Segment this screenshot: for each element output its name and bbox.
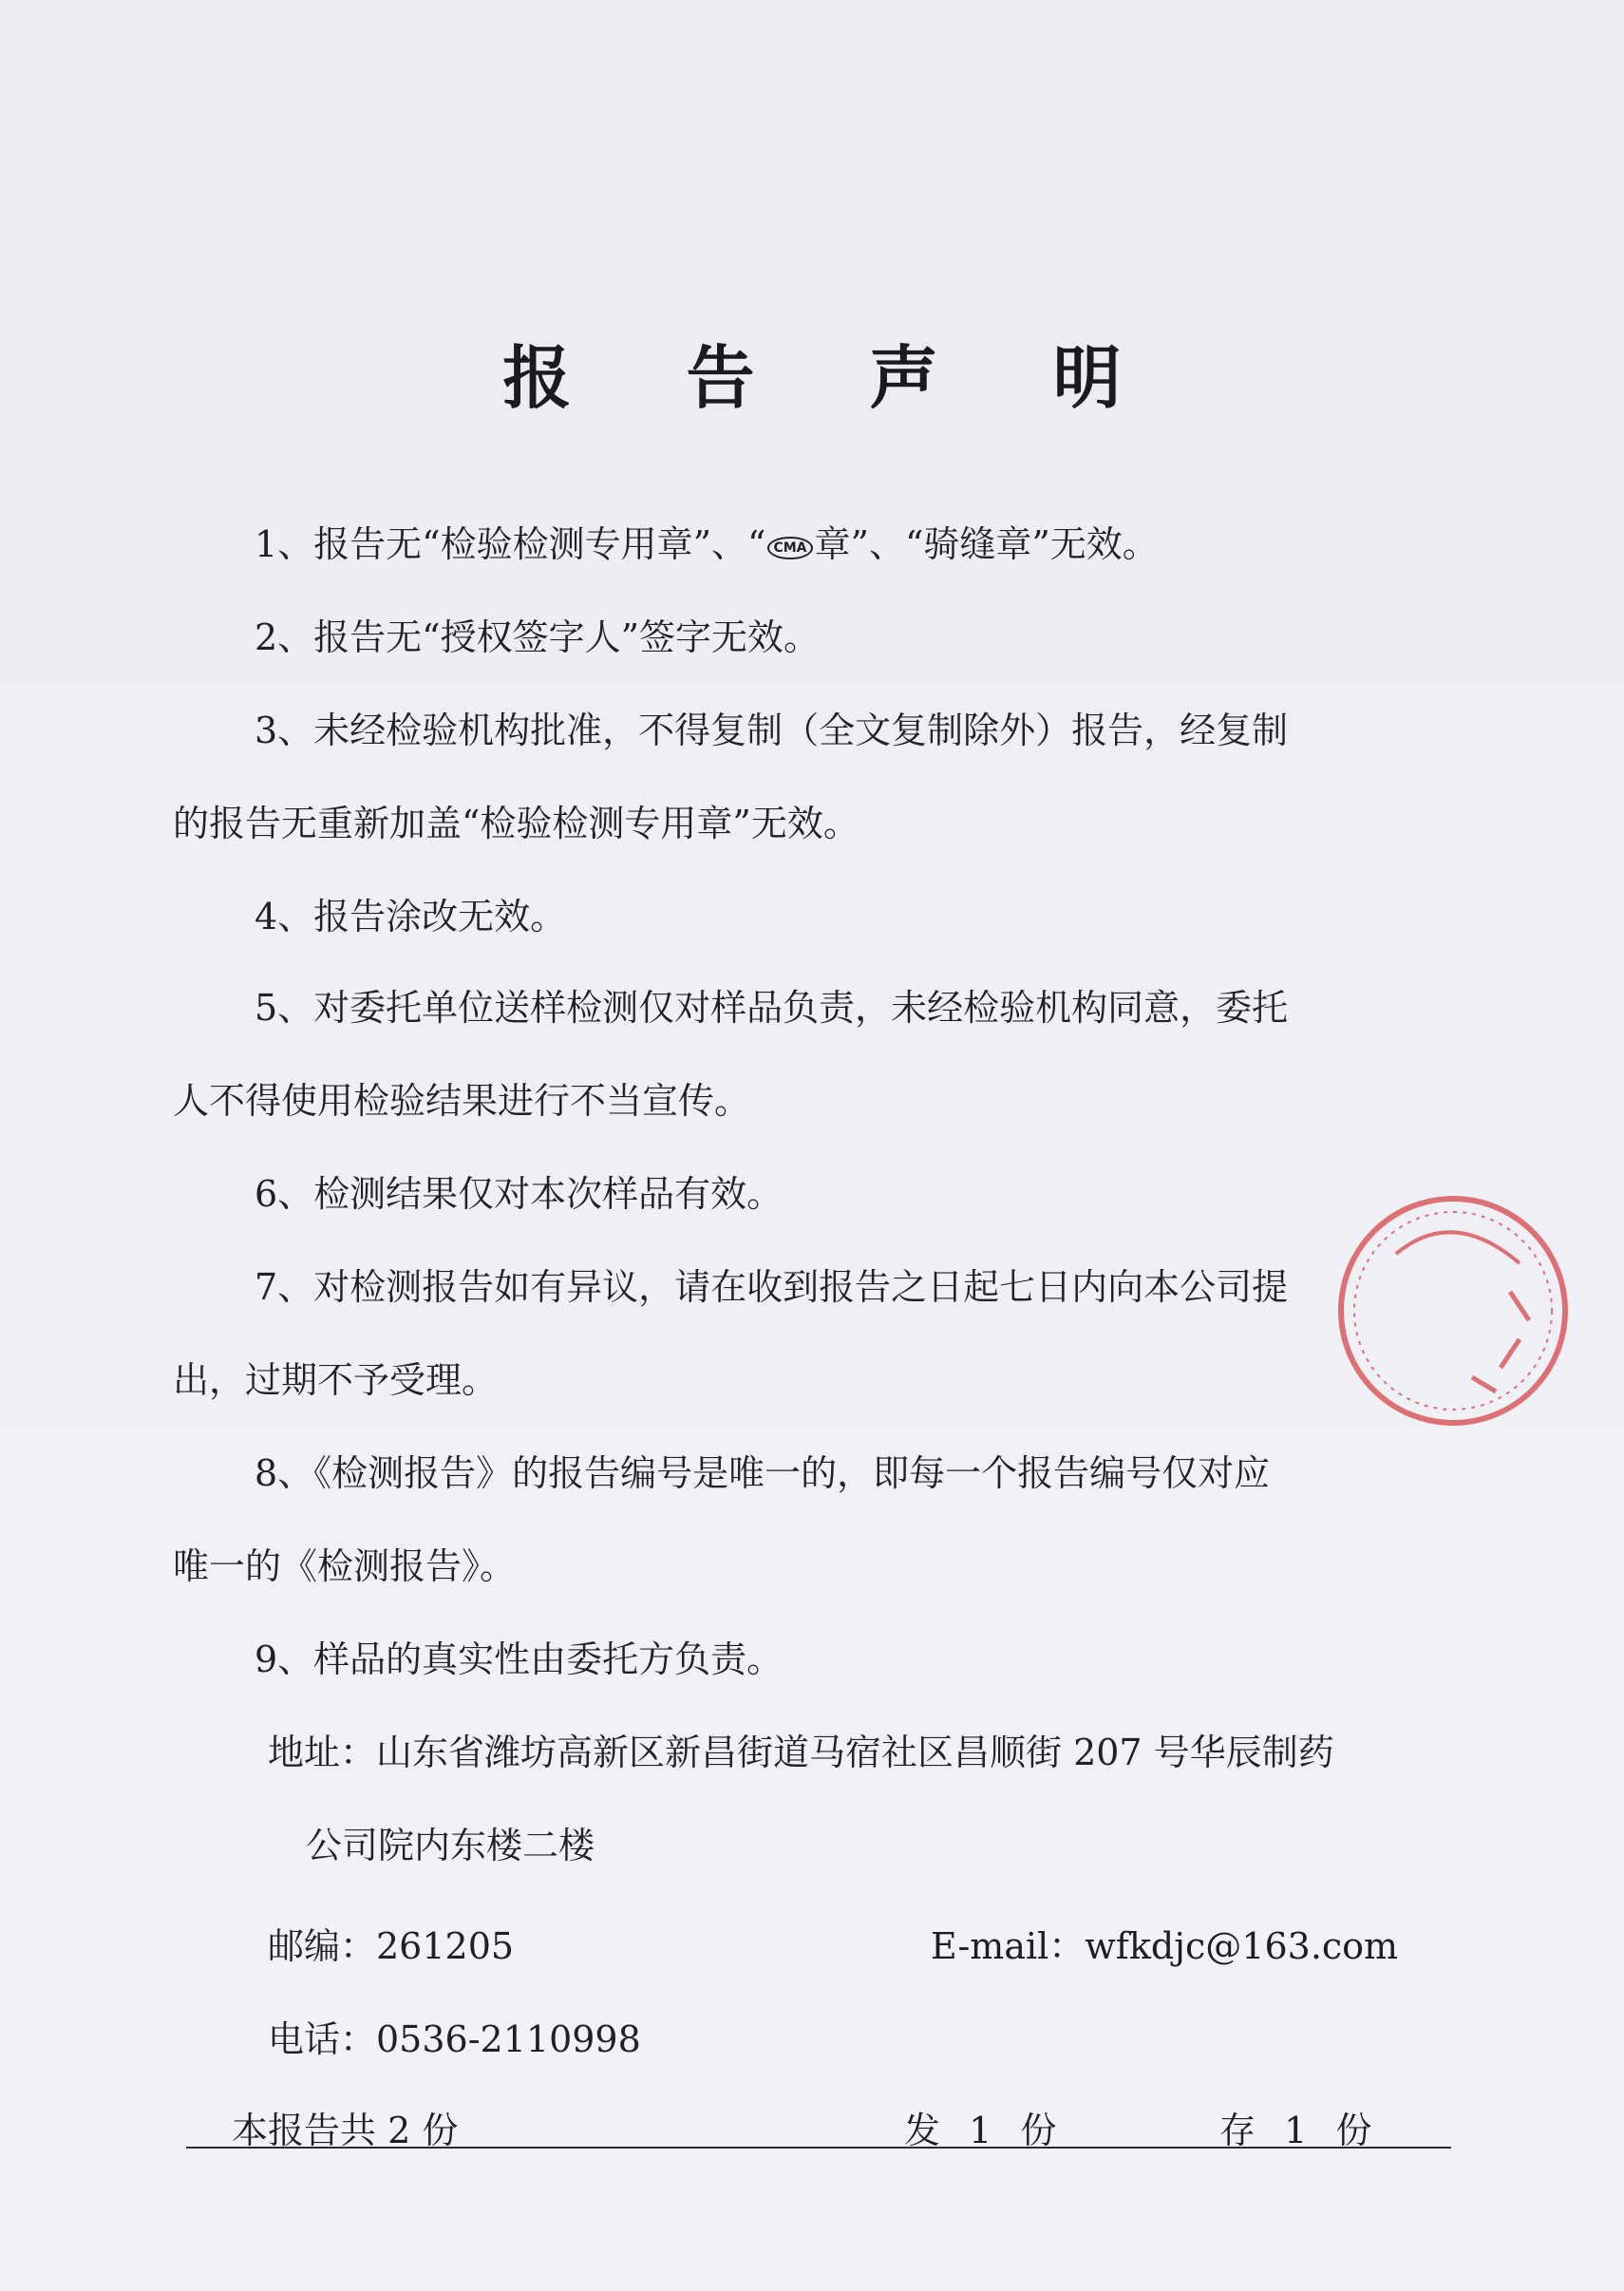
copies-issued: 发 1 份: [904, 2110, 1057, 2151]
copies-kept: 存 1 份: [1219, 2110, 1372, 2151]
clause-6: 6、检测结果仅对本次样品有效。: [255, 1173, 784, 1215]
clause-1-text-b: 章”、“骑缝章”无效。: [814, 523, 1159, 565]
footer-rule: [186, 2147, 1451, 2149]
clause-5-line-2: 人不得使用检验结果进行不当宣传。: [173, 1080, 751, 1122]
clause-9: 9、样品的真实性由委托方负责。: [255, 1638, 784, 1680]
clause-3-line-2: 的报告无重新加盖“检验检测专用章”无效。: [173, 803, 859, 844]
clause-7-line-1: 7、对检测报告如有异议，请在收到报告之日起七日内向本公司提: [255, 1266, 1289, 1308]
page-title: 报 告 声 明: [502, 338, 1167, 418]
copies-total: 本报告共 2 份: [232, 2110, 459, 2151]
clause-2: 2、报告无“授权签字人”签字无效。: [255, 616, 821, 658]
clause-8-line-1: 8、《检测报告》的报告编号是唯一的，即每一个报告编号仅对应: [255, 1452, 1271, 1494]
cma-mark-icon: CMA: [767, 537, 812, 559]
clause-4: 4、报告涂改无效。: [255, 896, 567, 937]
phone: 电话：0536-2110998: [268, 2018, 641, 2060]
clause-3-line-1: 3、未经检验机构批准，不得复制（全文复制除外）报告，经复制: [255, 710, 1289, 751]
email: E-mail：wfkdjc@163.com: [931, 1925, 1399, 1967]
clause-1: [255, 521, 1159, 568]
address-line-1: 地址：山东省潍坊高新区新昌街道马宿社区昌顺街 207 号华辰制药: [268, 1732, 1334, 1773]
address-line-2: 公司院内东楼二楼: [306, 1825, 595, 1866]
clause-5-line-1: 5、对委托单位送样检测仅对样品负责，未经检验机构同意，委托: [255, 987, 1289, 1029]
clause-7-line-2: 出，过期不予受理。: [173, 1359, 499, 1401]
clause-8-line-2: 唯一的《检测报告》。: [173, 1545, 517, 1587]
clause-1-text-a: 1、报告无“检验检测专用章”、“: [255, 523, 766, 565]
company-seal-icon: [1330, 1187, 1577, 1434]
postcode: 邮编：261205: [268, 1925, 515, 1967]
